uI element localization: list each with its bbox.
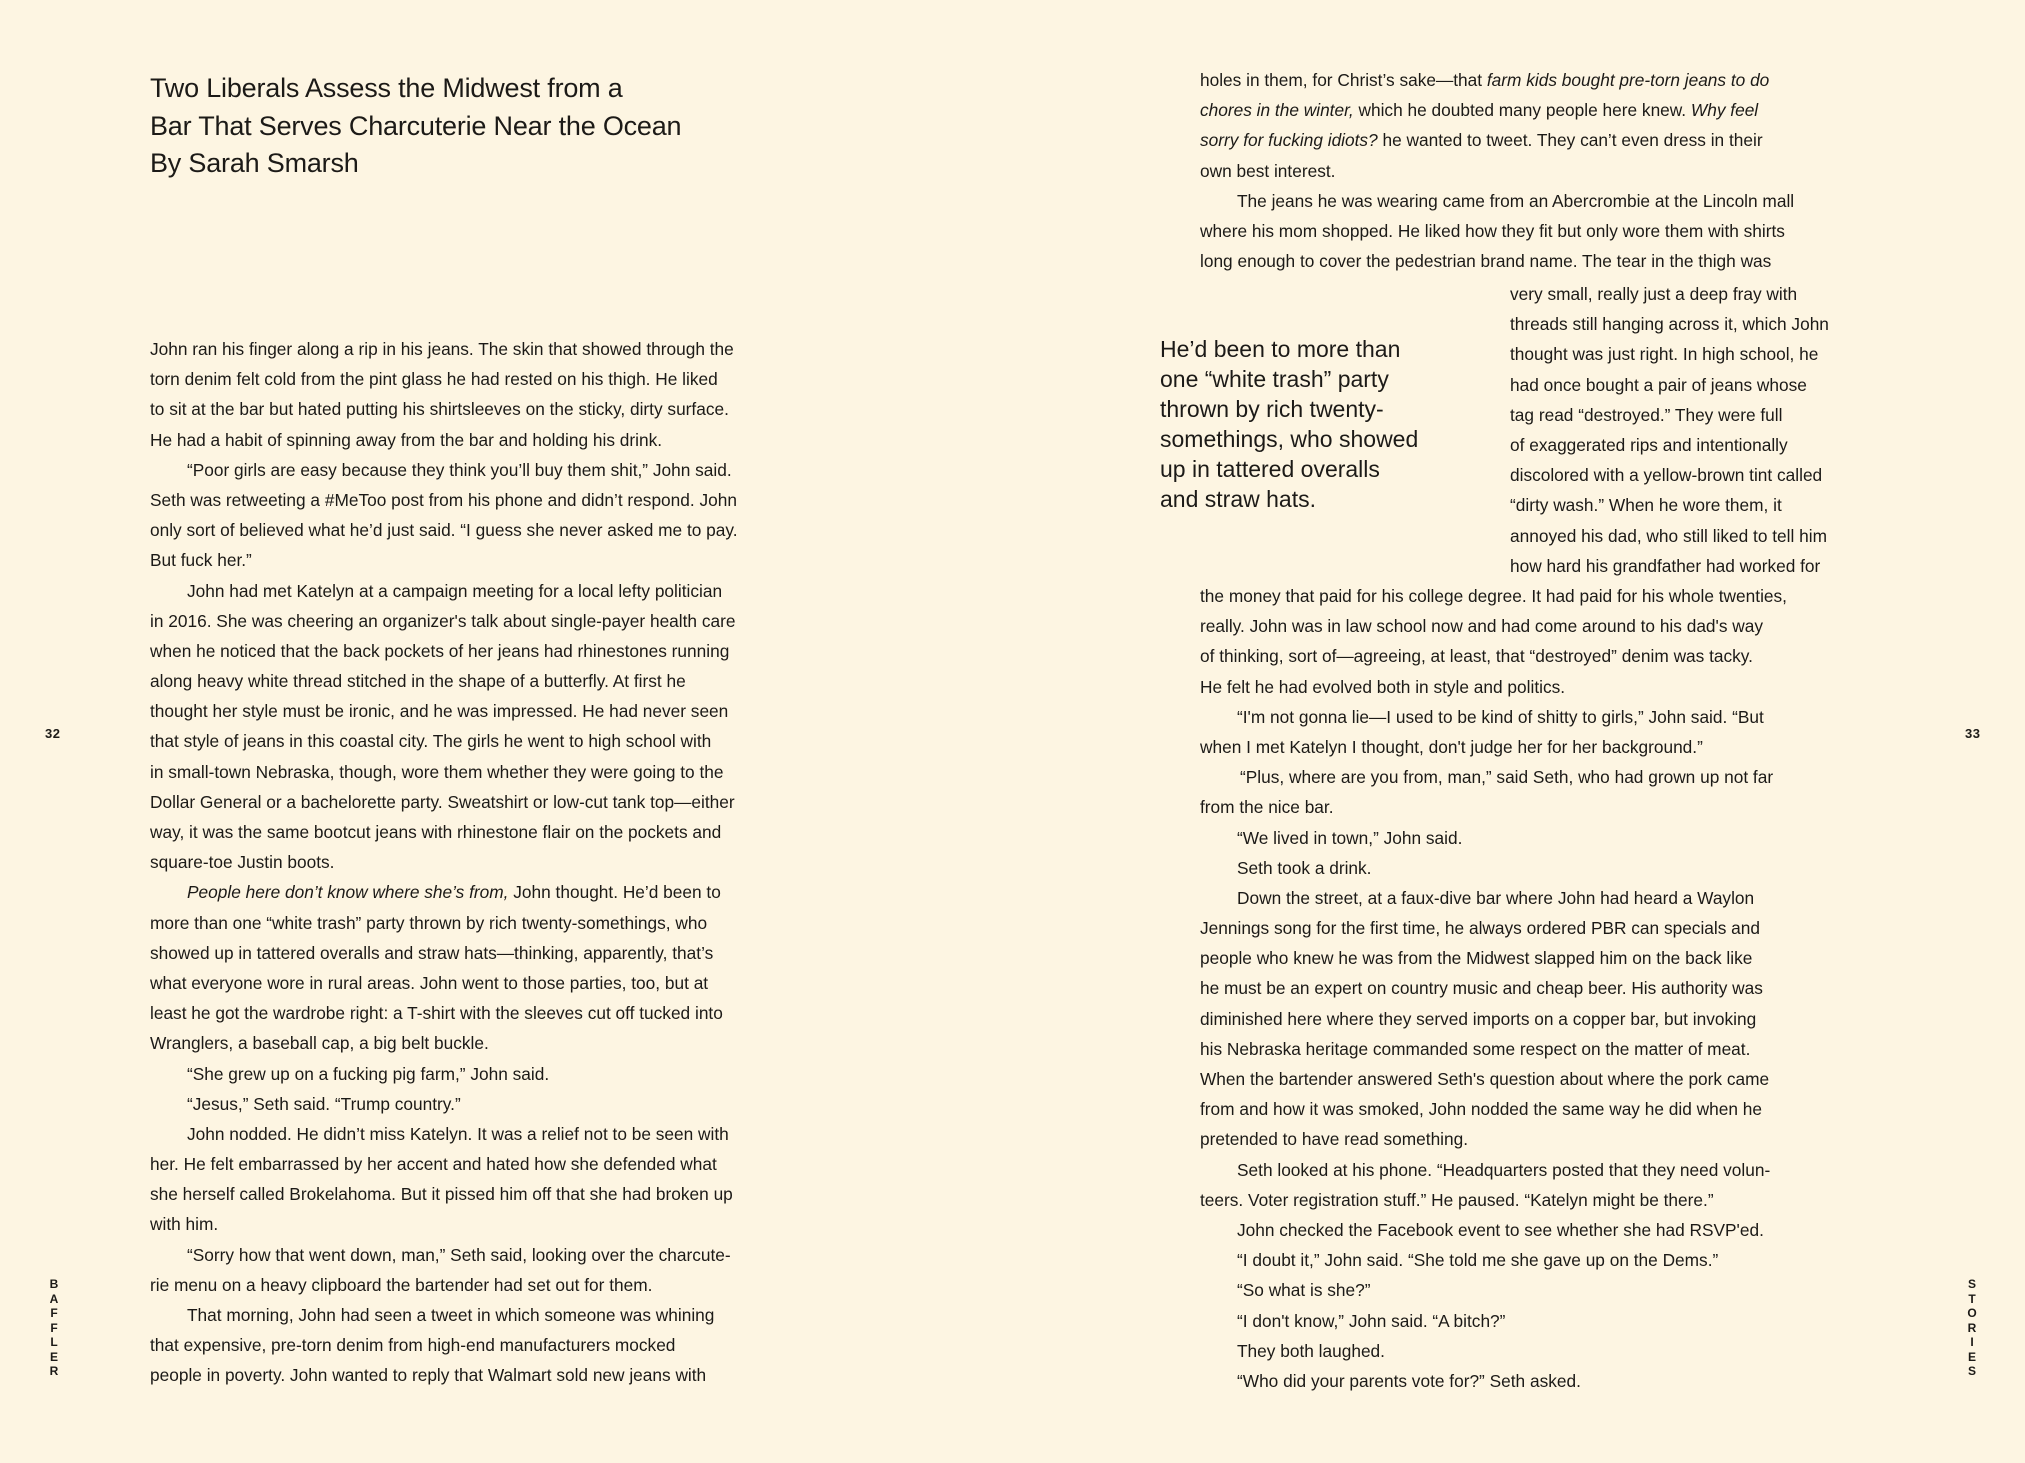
- text-line: [150, 485, 738, 515]
- text: “Who did your parents vote for?” Seth asked.: [1237, 1370, 1581, 1391]
- text: “Jesus,” Seth said. “Trump country.”: [187, 1093, 461, 1114]
- text: teers. Voter registration stuff.” He paused. “Katelyn might be there.”: [1200, 1189, 1714, 1210]
- magazine-name-vertical: [47, 1277, 61, 1379]
- text-line: annoyed his dad, who still liked to tell him: [1510, 525, 1827, 546]
- text-line: [1200, 732, 1787, 762]
- magazine-name-letter: F: [50, 1306, 58, 1320]
- text: really. John was in law school now and had come around to his dad's way: [1200, 616, 1764, 637]
- text: when I met Katelyn I thought, don't judge her for her background.”: [1200, 736, 1703, 757]
- text-line: [1200, 1275, 1787, 1305]
- section-name-letter: S: [1967, 1277, 1976, 1291]
- text: that style of jeans in this coastal city. The girls he went to high school with: [150, 731, 712, 752]
- text-line: [150, 1059, 738, 1089]
- text-line: [1200, 581, 1787, 611]
- text: from and how it was smoked, John nodded the same way he did when he: [1200, 1099, 1762, 1120]
- text-line: [150, 1119, 738, 1149]
- pull-quote-line: one “white trash” party: [1160, 366, 1389, 392]
- text-line: [1200, 1245, 1787, 1275]
- text-line: [1200, 913, 1787, 943]
- italic-text: chores in the winter,: [1200, 100, 1354, 121]
- text: torn denim felt cold from the pint glass he had rested on his thigh. He liked: [150, 369, 718, 390]
- text-line: [150, 425, 738, 455]
- text-line: threads still hanging across it, which John: [1510, 314, 1829, 335]
- text-line: “dirty wash.” When he wore them, it: [1510, 495, 1782, 516]
- text: That morning, John had seen a tweet in which someone was whining: [187, 1305, 715, 1325]
- text-line: [1200, 792, 1787, 822]
- magazine-name-letter: L: [50, 1335, 58, 1349]
- section-name-letter: I: [1970, 1335, 1974, 1349]
- text: “I'm not gonna lie—I used to be kind of shitty to girls,” John said. “But: [1237, 706, 1764, 727]
- text-line: [150, 1028, 738, 1058]
- text: Seth was retweeting a #MeToo post from his phone and didn’t respond. John: [150, 489, 737, 510]
- text-line: [1200, 95, 1794, 125]
- text-line: [1200, 1064, 1787, 1094]
- pull-quote-line: somethings, who showed: [1160, 426, 1419, 452]
- text: John thought. He’d been to: [508, 882, 721, 903]
- text-line: [150, 636, 738, 666]
- text: “She grew up on a fucking pig farm,” John said.: [187, 1063, 550, 1084]
- text: people in poverty. John wanted to reply that Walmart sold new jeans with: [150, 1365, 707, 1386]
- text: from the nice bar.: [1200, 797, 1334, 818]
- text: John had met Katelyn at a campaign meeting for a local lefty politician: [187, 580, 723, 601]
- text-line: [150, 1089, 738, 1119]
- text-line: had once bought a pair of jeans whose: [1510, 374, 1807, 395]
- title-line: Bar That Serves Charcuterie Near the Ocean: [150, 110, 682, 141]
- text: When the bartender answered Seth's question about where the pork came: [1200, 1069, 1770, 1089]
- text-line: [1200, 883, 1787, 913]
- text-line: [1200, 216, 1794, 246]
- text: Jennings song for the first time, he always ordered PBR can specials and: [1200, 918, 1761, 939]
- text-line: [150, 877, 738, 907]
- text: along heavy white thread stitched in the shape of a butterfly. At first he: [150, 671, 686, 692]
- text: “I doubt it,” John said. “She told me she gave up on the Dems.”: [1237, 1250, 1719, 1271]
- text: Down the street, at a faux-dive bar where John had heard a Waylon: [1237, 887, 1755, 908]
- text-line: [150, 364, 738, 394]
- text-line: [150, 908, 738, 938]
- text: where his mom shopped. He liked how they fit but only wore them with shirts: [1200, 220, 1785, 241]
- text-line: discolored with a yellow-brown tint called: [1510, 465, 1823, 486]
- text-line: [150, 515, 738, 545]
- page-number-right: 33: [1965, 726, 1981, 741]
- text: He had a habit of spinning away from the bar and holding his drink.: [150, 429, 663, 450]
- text-line: [1200, 672, 1787, 702]
- text: own best interest.: [1200, 160, 1336, 181]
- text-line: [150, 666, 738, 696]
- right-body-column-bottom: [1200, 581, 1787, 1396]
- text: that expensive, pre-torn denim from high-end manufacturers mocked: [150, 1335, 676, 1356]
- text: least he got the wardrobe right: a T-shirt with the sleeves cut off tucked into: [150, 1003, 723, 1024]
- italic-text: People here don’t know where she’s from,: [187, 882, 509, 903]
- text-line: [150, 757, 738, 787]
- text: “Sorry how that went down, man,” Seth said, looking over the charcute-: [187, 1244, 731, 1265]
- section-name-letter: O: [1967, 1306, 1977, 1320]
- text: more than one “white trash” party thrown by rich twenty-somethings, who: [150, 912, 708, 933]
- pull-quote-line: He’d been to more than: [1160, 336, 1401, 362]
- text: “Plus, where are you from, man,” said Seth, who had grown up not far: [1240, 767, 1774, 788]
- text-line: [150, 545, 738, 575]
- text-line: [1200, 853, 1787, 883]
- text: Seth took a drink.: [1237, 857, 1372, 878]
- italic-text: farm kids bought pre-torn jeans to do: [1486, 70, 1770, 90]
- magazine-name-letter: E: [49, 1349, 58, 1364]
- text: “We lived in town,” John said.: [1237, 827, 1463, 848]
- right-body-column-top: [1200, 65, 1794, 276]
- text: he wanted to tweet. They can’t even dress in their: [1377, 130, 1763, 151]
- magazine-name-letter: B: [49, 1277, 59, 1291]
- text: to sit at the bar but hated putting his shirtsleeves on the sticky, dirty surface.: [150, 399, 729, 420]
- pull-quote: [1160, 334, 1418, 514]
- text-line: [1200, 1215, 1787, 1245]
- text: rie menu on a heavy clipboard the bartender had set out for them.: [150, 1274, 653, 1295]
- text-line: [1200, 65, 1794, 95]
- text: she herself called Brokelahoma. But it pissed him off that she had broken up: [150, 1184, 733, 1205]
- text-line: [1200, 973, 1787, 1003]
- text-line: [1200, 1004, 1787, 1034]
- text-line: [150, 394, 738, 424]
- text-line: [1200, 1336, 1787, 1366]
- text-line: of exaggerated rips and intentionally: [1510, 434, 1788, 455]
- text-line: [150, 1240, 738, 1270]
- right-body-column-wrap: [1510, 279, 1829, 581]
- text-line: [150, 1300, 738, 1330]
- text: The jeans he was wearing came from an Abercrombie at the Lincoln mall: [1237, 190, 1795, 211]
- text-line: [150, 696, 738, 726]
- text: They both laughed.: [1237, 1340, 1385, 1361]
- article-title: [150, 70, 681, 183]
- text: only sort of believed what he’d just said. “I guess she never asked me to pay.: [150, 520, 738, 541]
- text-line: [1200, 156, 1794, 186]
- text-line: [1200, 1094, 1787, 1124]
- title-line: Two Liberals Assess the Midwest from a: [150, 73, 623, 103]
- text: John ran his finger along a rip in his jeans. The skin that showed through the: [150, 339, 734, 359]
- text-line: [1200, 125, 1794, 155]
- section-name-letter: T: [1968, 1291, 1976, 1306]
- text: holes in them, for Christ’s sake—that: [1200, 70, 1487, 90]
- text: Seth looked at his phone. “Headquarters posted that they need volun-: [1237, 1159, 1771, 1180]
- left-body-column: [150, 334, 738, 1391]
- italic-text: sorry for fucking idiots?: [1200, 130, 1378, 151]
- text: of thinking, sort of—agreeing, at least, that “destroyed” denim was tacky.: [1200, 646, 1753, 667]
- text-line: [150, 817, 738, 847]
- text: “Poor girls are easy because they think you’ll buy them shit,” John said.: [187, 459, 732, 480]
- text: Dollar General or a bachelorette party. Sweatshirt or low-cut tank top—either: [150, 791, 735, 812]
- text: square-toe Justin boots.: [150, 852, 335, 873]
- text: when he noticed that the back pockets of her jeans had rhinestones running: [150, 640, 730, 661]
- text: people who knew he was from the Midwest slapped him on the back like: [1200, 948, 1753, 969]
- pull-quote-line: up in tattered overalls: [1160, 456, 1380, 482]
- section-name-letter: S: [1967, 1364, 1976, 1378]
- text: he must be an expert on country music and cheap beer. His authority was: [1200, 978, 1763, 999]
- text-line: [1200, 641, 1787, 671]
- section-name-letter: R: [1967, 1320, 1977, 1335]
- text: “I don't know,” John said. “A bitch?”: [1237, 1310, 1506, 1331]
- text: showed up in tattered overalls and straw hats—thinking, apparently, that’s: [150, 942, 714, 963]
- text: the money that paid for his college degree. It had paid for his whole twenties,: [1200, 586, 1787, 606]
- text: Wranglers, a baseball cap, a big belt buckle.: [150, 1033, 489, 1054]
- text-line: [1200, 1185, 1787, 1215]
- italic-text: Why feel: [1690, 100, 1759, 121]
- text-line: [150, 455, 738, 485]
- text-line: [1200, 943, 1787, 973]
- text-line: [1200, 186, 1794, 216]
- text-line: [1200, 246, 1794, 276]
- text-line: [150, 726, 738, 756]
- text: what everyone wore in rural areas. John went to those parties, too, but at: [150, 972, 709, 993]
- text: John nodded. He didn’t miss Katelyn. It was a relief not to be seen with: [187, 1123, 729, 1144]
- text-line: [150, 938, 738, 968]
- magazine-name-letter: F: [50, 1320, 58, 1335]
- text-line: very small, really just a deep fray with: [1510, 284, 1798, 304]
- text-line: [150, 1179, 738, 1209]
- text-line: [150, 576, 738, 606]
- text-line: [150, 334, 738, 364]
- text-line: thought was just right. In high school, he: [1510, 344, 1819, 365]
- text-line: [1200, 823, 1787, 853]
- text: “So what is she?”: [1237, 1280, 1371, 1301]
- magazine-name-letter: A: [49, 1291, 59, 1306]
- text-line: [1200, 1124, 1787, 1154]
- page-number-left: 32: [45, 726, 61, 741]
- text-line: how hard his grandfather had worked for: [1510, 555, 1821, 576]
- pull-quote-line: and straw hats.: [1160, 486, 1316, 512]
- text-line: [1200, 611, 1787, 641]
- text-line: [1200, 762, 1787, 792]
- text: with him.: [150, 1214, 219, 1235]
- text-line: [150, 1360, 738, 1390]
- text: But fuck her.”: [150, 550, 252, 571]
- text-line: [150, 606, 738, 636]
- text: diminished here where they served imports on a copper bar, but invoking: [1200, 1008, 1757, 1029]
- section-name-letter: E: [1967, 1349, 1976, 1364]
- magazine-name-letter: R: [49, 1364, 59, 1378]
- text-line: [150, 787, 738, 817]
- pull-quote-line: thrown by rich twenty-: [1160, 396, 1384, 422]
- text-line: [150, 1330, 738, 1360]
- text-line: [1200, 1366, 1787, 1396]
- text-line: [1200, 1155, 1787, 1185]
- text-line: [150, 847, 738, 877]
- text-line: [150, 1209, 738, 1239]
- text: his Nebraska heritage commanded some respect on the matter of meat.: [1200, 1038, 1751, 1059]
- text: thought her style must be ironic, and he was impressed. He had never seen: [150, 701, 729, 722]
- text: which he doubted many people here knew.: [1353, 100, 1691, 121]
- text: her. He felt embarrassed by her accent and hated how she defended what: [150, 1154, 717, 1175]
- text-line: [150, 998, 738, 1028]
- text-line: [150, 1149, 738, 1179]
- byline: By Sarah Smarsh: [150, 148, 359, 178]
- text-line: [150, 1270, 738, 1300]
- text-line: [1200, 1034, 1787, 1064]
- text: in small-town Nebraska, though, wore them whether they were going to the: [150, 761, 724, 782]
- text: long enough to cover the pedestrian brand name. The tear in the thigh was: [1200, 251, 1772, 272]
- text: He felt he had evolved both in style and politics.: [1200, 676, 1566, 697]
- text-line: [1200, 702, 1787, 732]
- text: in 2016. She was cheering an organizer's talk about single-payer health care: [150, 610, 736, 631]
- section-name-vertical: [1965, 1277, 1979, 1379]
- text: John checked the Facebook event to see whether she had RSVP'ed.: [1237, 1219, 1764, 1240]
- text-line: [150, 968, 738, 998]
- text: pretended to have read something.: [1200, 1129, 1469, 1150]
- text-line: [1200, 1306, 1787, 1336]
- text-line: tag read “destroyed.” They were full: [1510, 404, 1783, 425]
- text: way, it was the same bootcut jeans with rhinestone flair on the pockets and: [150, 822, 722, 842]
